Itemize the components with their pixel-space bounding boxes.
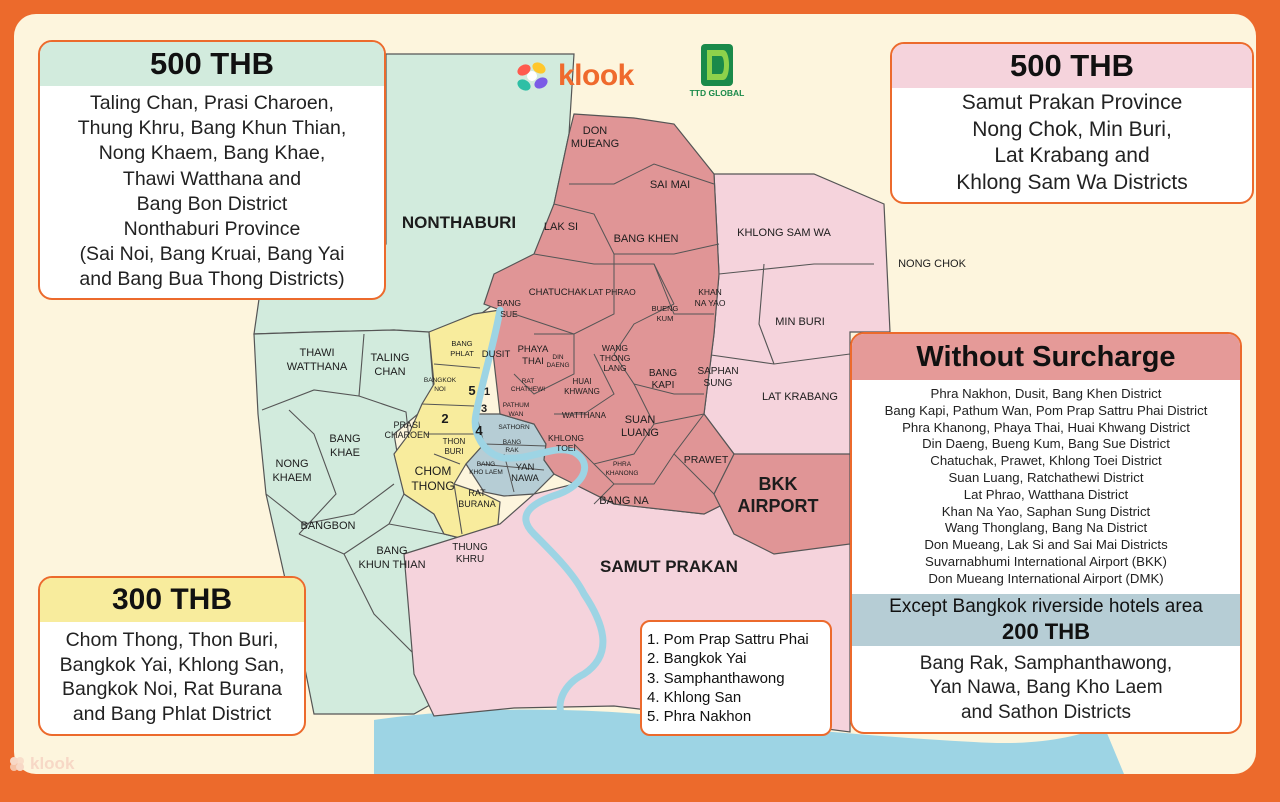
label-chom-thong: CHOM THONG: [411, 464, 455, 493]
label-dusit: DUSIT: [481, 349, 511, 360]
district-line: Lat Krabang and: [994, 144, 1150, 167]
district-line: Lat Phrao, Watthana District: [963, 486, 1129, 502]
label-nong-chok: NONG CHOK: [898, 258, 966, 270]
district-line: Don Mueang International Airport (DMK): [928, 570, 1164, 586]
district-line: Nonthaburi Province: [123, 218, 301, 241]
district-line: Bangkok Noi, Rat Burana: [61, 678, 283, 700]
label-huai-khwang: HUAI KHWANG: [564, 377, 600, 396]
label-bang-sue: BANG SUE: [496, 298, 522, 319]
label-bkk-airport: BKK AIRPORT: [737, 474, 819, 516]
legend-item: 1. Pom Prap Sattru Phai: [647, 631, 809, 648]
district-line: Thawi Watthana and: [122, 167, 302, 190]
no-surcharge-heading: Without Surcharge: [852, 334, 1240, 380]
label-chatuchak: CHATUCHAK: [528, 287, 588, 298]
district-line: Thung Khru, Bang Khun Thian,: [77, 117, 347, 140]
label-bueng-kum: BUENG KUM: [651, 304, 679, 323]
label-sathon: SATHORN: [498, 424, 530, 431]
district-line: Bang Bon District: [136, 192, 288, 215]
label-bang-khae: BANG KHAE: [329, 433, 361, 459]
label-suan-luang: SUAN LUANG: [621, 414, 659, 439]
ttd-global-text: TTD GLOBAL: [689, 88, 745, 98]
district-list: [40, 86, 384, 293]
district-list: [852, 380, 1240, 588]
legend-item: 5. Phra Nakhon: [647, 708, 752, 726]
label-thawi-watthana: THAWI WATTHANA: [286, 347, 348, 373]
district-line: Bangkok Yai, Khlong San,: [59, 653, 285, 676]
klook-wordmark: klook: [558, 59, 634, 92]
label-saphan-sung: SAPHAN SUNG: [697, 366, 739, 389]
district-line: Nong Khaem, Bang Khae,: [98, 142, 326, 165]
district-line: Wang Thonglang, Bang Na District: [944, 520, 1148, 536]
label-phra-khanong: PHRA KHANONG: [605, 461, 639, 477]
number-legend: [640, 620, 832, 736]
label-rat-burana: RAT BURANA: [458, 488, 496, 509]
price-box-east-500: [890, 42, 1254, 204]
label-bang-na: BANG NA: [599, 495, 649, 507]
label-nong-khaem: NONG KHAEM: [272, 458, 312, 484]
map-frame: [14, 14, 1256, 774]
label-lak-si: LAK SI: [543, 221, 579, 233]
label-yan-nawa: YAN NAWA: [511, 462, 539, 484]
district-line: Chatuchak, Prawet, Khlong Toei District: [930, 453, 1162, 469]
district-line: Bang Kapi, Pathum Wan, Pom Prap Sattru Phai District: [884, 402, 1208, 418]
klook-watermark-icon: [8, 755, 26, 773]
price-box-west-500: [38, 40, 386, 300]
label-num1: 1: [483, 386, 491, 398]
label-watthana: WATTHANA: [562, 411, 606, 420]
label-nonthaburi: NONTHABURI: [401, 213, 517, 232]
label-ratchathewi: RAT CHATHEWI: [510, 378, 546, 393]
label-lat-phrao: LAT PHRAO: [588, 287, 636, 297]
district-line: Bang Rak, Samphanthawong,: [919, 652, 1173, 674]
district-line: Don Mueang, Lak Si and Sai Mai Districts: [924, 537, 1168, 553]
label-bang-kapi: BANG KAPI: [648, 368, 678, 391]
ttd-global-logo: [684, 42, 750, 102]
legend-item: 3. Samphanthawong: [647, 669, 785, 687]
district-line: and Sathon Districts: [960, 701, 1132, 723]
watermark-text: klook: [30, 754, 75, 773]
district-line: Yan Nawa, Bang Kho Laem: [929, 677, 1163, 699]
price-heading: 200 THB: [1001, 618, 1091, 644]
legend-item: 4. Khlong San: [647, 688, 742, 706]
district-line: Phra Nakhon, Dusit, Bang Khen District: [930, 386, 1162, 401]
district-list: [40, 622, 304, 726]
label-num2: 2: [441, 411, 449, 426]
legend-item: 2. Bangkok Yai: [647, 650, 747, 668]
price-heading: 300 THB: [40, 578, 304, 622]
label-prasi-charoen: PRASI CHAROEN: [384, 420, 430, 440]
label-bang-phlat: BANG PHLAT: [450, 339, 474, 358]
label-taling-chan: TALING CHAN: [370, 352, 410, 378]
label-bang-khun-thian: BANG KHUN THIAN: [358, 545, 426, 571]
district-list: [852, 646, 1240, 726]
label-min-buri: MIN BURI: [775, 316, 825, 328]
label-don-mueang: DON MUEANG: [570, 125, 620, 150]
price-heading: 500 THB: [40, 42, 384, 86]
district-line: Suan Luang, Ratchathewi District: [948, 469, 1144, 485]
district-line: and Bang Phlat District: [72, 702, 272, 725]
riverside-exception-header: [852, 594, 1240, 646]
price-box-300: [38, 576, 306, 736]
district-line: (Sai Noi, Bang Kruai, Bang Yai: [79, 243, 345, 266]
label-lat-krabang: LAT KRABANG: [761, 391, 839, 403]
label-bang-rak: BANG RAK: [502, 439, 522, 454]
label-khan-na-yao: KHAN NA YAO: [694, 287, 726, 308]
klook-watermark: [8, 754, 74, 774]
label-khlong-toei: KHLONG TOEI: [548, 433, 584, 453]
district-line: Khlong Sam Wa Districts: [956, 170, 1188, 194]
exception-note: Except Bangkok riverside hotels area: [889, 595, 1203, 617]
label-khlong-sam-wa: KHLONG SAM WA: [737, 227, 831, 239]
label-bangkok-noi: BANGKOK NOI: [423, 377, 457, 393]
district-line: Suvarnabhumi International Airport (BKK): [925, 553, 1167, 569]
district-line: and Bang Bua Thong Districts): [79, 268, 345, 291]
label-sai-mai: SAI MAI: [649, 179, 691, 191]
label-samut-prakan: SAMUT PRAKAN: [600, 557, 738, 576]
ttd-emblem-icon: [697, 42, 737, 88]
district-line: Din Daeng, Bueng Kum, Bang Sue District: [922, 436, 1170, 452]
price-heading: 500 THB: [892, 44, 1252, 88]
label-pathum-wan: PATHUM WAN: [502, 402, 530, 418]
label-bang-kho-laem: BANG KHO LAEM: [469, 461, 503, 476]
district-line: Taling Chan, Prasi Charoen,: [90, 92, 334, 114]
district-line: Chom Thong, Thon Buri,: [65, 629, 279, 651]
district-list: [892, 88, 1252, 196]
label-thung-khru: THUNG KHRU: [452, 542, 488, 565]
label-phaya-thai: PHAYA THAI: [517, 344, 549, 367]
label-bang-khen: BANG KHEN: [613, 233, 679, 245]
district-line: Khan Na Yao, Saphan Sung District: [941, 503, 1151, 519]
price-box-no-surcharge: [850, 332, 1242, 734]
label-bangbon: BANGBON: [300, 520, 356, 532]
district-line: Nong Chok, Min Buri,: [972, 117, 1172, 141]
label-thon-buri: THON BURI: [442, 437, 466, 456]
district-line: Samut Prakan Province: [961, 91, 1183, 114]
klook-logo: [512, 56, 634, 96]
label-wang-thonglang: WANG THONG LANG: [599, 343, 631, 373]
klook-pinwheel-icon: [512, 58, 552, 94]
label-din-daeng: DIN DAENG: [546, 354, 570, 369]
district-line: Phra Khanong, Phaya Thai, Huai Khwang District: [902, 419, 1190, 435]
label-num5: 5: [468, 383, 476, 398]
label-prawet: PRAWET: [683, 454, 729, 466]
label-num4: 4: [475, 423, 483, 438]
label-num3: 3: [480, 403, 488, 415]
